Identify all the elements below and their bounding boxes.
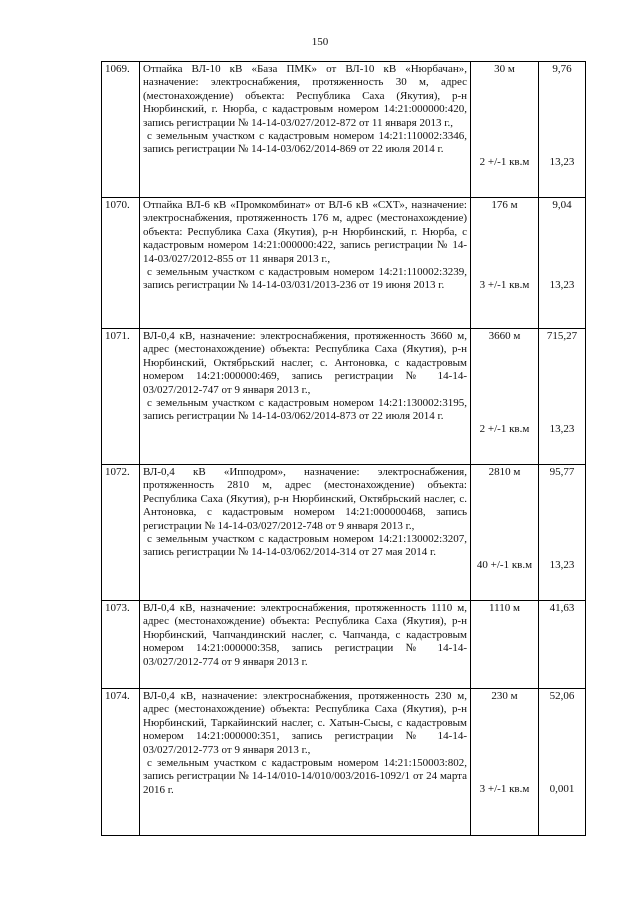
- table-row: [102, 198, 586, 329]
- value-cell: [539, 329, 586, 465]
- land-plot-value: 13,23: [549, 559, 575, 572]
- object-description: [140, 601, 471, 689]
- quantity-cell: [471, 62, 539, 198]
- value-cell: [539, 62, 586, 198]
- land-plot-value: 13,23: [549, 279, 575, 292]
- land-plot-value: 13,23: [549, 156, 575, 169]
- land-plot-text: с земельным участком с кадастровым номером 14:21:150003:802, запись регистрации № 14-14/010-14/010/003/2016-1092/1 от 24 марта 2016 г.: [143, 757, 467, 796]
- table-row: [102, 689, 586, 836]
- object-quantity: 176 м: [491, 199, 518, 211]
- land-plot-value: 0,001: [549, 783, 575, 796]
- object-text: Отпайка ВЛ-10 кВ «База ПМК» от ВЛ-10 кВ «Нюрбачан», назначение: электроснабжения, протяженность 30 м, адрес (местонахождение) объекта: Республика Саха (Якутия), р-н Нюрбинский, г. Нюрба, с кадастровым номером 14:21:000000:420, запись регистрации № 14-14-03/027/2012-872 от 11 января 2013 г.,: [143, 63, 467, 129]
- object-value: 52,06: [549, 690, 575, 702]
- quantity-cell: [471, 601, 539, 689]
- object-value: 9,04: [552, 199, 572, 211]
- object-description: [140, 465, 471, 601]
- row-number: 1072.: [102, 465, 140, 601]
- object-value: 95,77: [549, 466, 575, 478]
- land-plot-text: с земельным участком с кадастровым номером 14:21:110002:3346, запись регистрации № 14-14-03/062/2014-869 от 22 июля 2014 г.: [143, 130, 467, 156]
- table-row: [102, 601, 586, 689]
- object-quantity: 3660 м: [488, 330, 521, 342]
- land-plot-area: 2 +/-1 кв.м: [479, 156, 530, 169]
- object-value: 41,63: [549, 602, 575, 614]
- table-row: [102, 62, 586, 198]
- row-number: 1070.: [102, 198, 140, 329]
- object-value: 9,76: [552, 63, 572, 75]
- object-text: ВЛ-0,4 кВ «Ипподром», назначение: электроснабжения, протяженность 2810 м, адрес (местонахождение) объекта: Республика Саха (Якутия), р-н Нюрбинский, Октябрьский наслег, с. Антоновка, с кадастровым номером 14:21:000000468, запись регистрации № 14-14-03/027/2012-748 от 9 января 2013 г.,: [143, 466, 467, 532]
- object-quantity: 2810 м: [488, 466, 521, 478]
- quantity-cell: [471, 465, 539, 601]
- quantity-cell: [471, 689, 539, 836]
- land-plot-text: с земельным участком с кадастровым номером 14:21:130002:3195, запись регистрации № 14-14-03/062/2014-873 от 22 июля 2014 г.: [143, 397, 467, 423]
- object-description: [140, 689, 471, 836]
- land-plot-text: с земельным участком с кадастровым номером 14:21:130002:3207, запись регистрации № 14-14-03/062/2014-314 от 27 мая 2014 г.: [143, 533, 467, 559]
- quantity-cell: [471, 198, 539, 329]
- value-cell: [539, 198, 586, 329]
- page-number: 150: [311, 36, 329, 48]
- land-plot-area: 2 +/-1 кв.м: [479, 423, 530, 436]
- object-description: [140, 198, 471, 329]
- object-description: [140, 329, 471, 465]
- value-cell: [539, 689, 586, 836]
- land-plot-area: 3 +/-1 кв.м: [479, 783, 530, 796]
- object-text: ВЛ-0,4 кВ, назначение: электроснабжения, протяженность 1110 м, адрес (местонахождение) объекта: Республика Саха (Якутия), р-н Нюрбинский, Чапчандинский наслег, с. Чапчанда, с кадастровым номером 14:21:000000:358, запись регистрации № 14-14-03/027/2012-774 от 9 января 2013 г.: [143, 602, 467, 668]
- land-plot-area: 40 +/-1 кв.м: [476, 559, 533, 572]
- row-number: 1074.: [102, 689, 140, 836]
- row-number: 1073.: [102, 601, 140, 689]
- table-row: [102, 465, 586, 601]
- object-text: Отпайка ВЛ-6 кВ «Промкомбинат» от ВЛ-6 кВ «СХТ», назначение: электроснабжения, протяженность 176 м, адрес (местонахождение) объекта: Республика Саха (Якутия), р-н Нюрбинский, г. Нюрба, с кадастровым номером 14:21:000000:422, запись регистрации № 14-14-03/027/2012-855 от 11 января 2013 г.,: [143, 199, 467, 265]
- object-text: ВЛ-0,4 кВ, назначение: электроснабжения, протяженность 3660 м, адрес (местонахождение) объекта: Республика Саха (Якутия), р-н Нюрбинский, Октябрьский наслег, с. Антоновка, с кадастровым номером 14:21:000000:469, запись регистрации № 14-14-03/027/2012-747 от 9 января 2013 г.,: [143, 330, 467, 396]
- land-plot-value: 13,23: [549, 423, 575, 436]
- value-cell: [539, 601, 586, 689]
- object-quantity: 30 м: [494, 63, 515, 75]
- row-number: 1069.: [102, 62, 140, 198]
- row-number: 1071.: [102, 329, 140, 465]
- table-row: [102, 329, 586, 465]
- object-quantity: 230 м: [491, 690, 518, 702]
- land-plot-text: с земельным участком с кадастровым номером 14:21:110002:3239, запись регистрации № 14-14-03/031/2013-236 от 19 июня 2013 г.: [143, 266, 467, 292]
- object-text: ВЛ-0,4 кВ, назначение: электроснабжения, протяженность 230 м, адрес (местонахождение) объекта: Республика Саха (Якутия), р-н Нюрбинский, Таркайинский наслег, с. Хатын-Сысы, с кадастровым номером 14:21:000000:351, запись регистрации № 14-14-03/027/2012-773 от 9 января 2013 г.,: [143, 690, 467, 756]
- object-description: [140, 62, 471, 198]
- quantity-cell: [471, 329, 539, 465]
- object-quantity: 1110 м: [489, 602, 520, 614]
- object-value: 715,27: [546, 330, 578, 342]
- value-cell: [539, 465, 586, 601]
- property-registry-table: [101, 61, 586, 836]
- land-plot-area: 3 +/-1 кв.м: [479, 279, 530, 292]
